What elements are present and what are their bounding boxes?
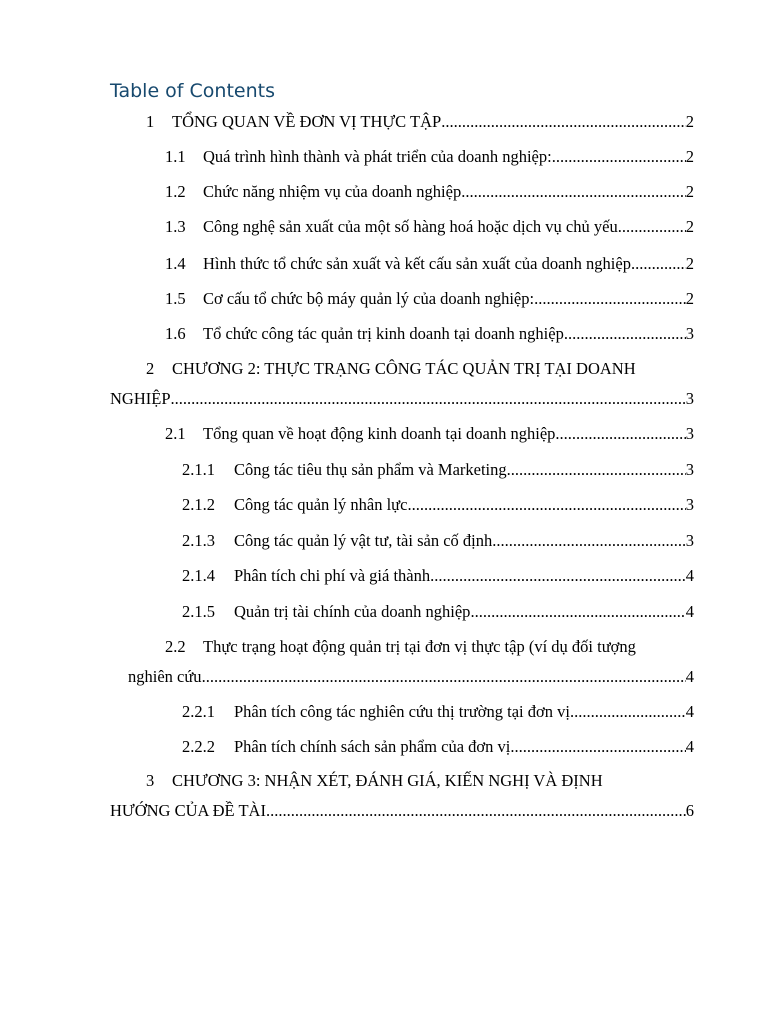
toc-entry-text: Quá trình hình thành và phát triển của doanh nghiệp: (203, 147, 552, 166)
toc-entry-text: TỔNG QUAN VỀ ĐƠN VỊ THỰC TẬP (172, 112, 442, 131)
toc-entry-number: 3 (146, 771, 155, 790)
toc-entry-page: 3 (685, 324, 694, 343)
toc-leader (552, 142, 686, 172)
toc-entry-text-continued: HƯỚNG CỦA ĐỀ TÀI (110, 801, 266, 820)
toc-leader (564, 319, 686, 349)
toc-entry-page: 2 (685, 254, 694, 273)
toc-entry-page: 2 (685, 182, 694, 201)
toc-entry-number: 2.1.5 (182, 602, 215, 621)
toc-entry-1-6[interactable] (165, 319, 694, 349)
toc-entry-number: 2.2.2 (182, 737, 215, 756)
toc-entry-number: 1.4 (165, 254, 186, 273)
toc-entry-number: 1.5 (165, 289, 186, 308)
toc-entry-text: Chức năng nhiệm vụ của doanh nghiệp (203, 182, 462, 201)
toc-entry-number: 1.6 (165, 324, 186, 343)
toc-entry-text: Cơ cấu tổ chức bộ máy quản lý của doanh nghiệp: (203, 289, 535, 308)
toc-entry-page: 4 (685, 702, 694, 721)
toc-entry-text: CHƯƠNG 2: THỰC TRẠNG CÔNG TÁC QUẢN TRỊ TẠI DOANH (172, 359, 636, 378)
toc-entry-number: 2 (146, 359, 155, 378)
toc-leader (171, 384, 686, 414)
toc-entry-2-1-3[interactable] (182, 526, 694, 556)
toc-entry-text-continued: NGHIỆP (110, 389, 171, 408)
toc-entry-1-1[interactable] (165, 142, 694, 172)
toc-entry-page: 2 (685, 112, 694, 131)
toc-entry-page: 2 (685, 147, 694, 166)
toc-leader (202, 662, 686, 692)
toc-entry-text: Phân tích chính sách sản phẩm của đơn vị (234, 737, 511, 756)
toc-entry-number: 2.1.4 (182, 566, 215, 585)
toc-entry-2-2[interactable] (128, 632, 694, 692)
toc-leader (492, 526, 686, 556)
toc-entry-text: CHƯƠNG 3: NHẬN XÉT, ĐÁNH GIÁ, KIẾN NGHỊ VÀ ĐỊNH (172, 771, 603, 790)
toc-leader (618, 212, 686, 242)
toc-entry-page: 3 (685, 389, 694, 408)
toc-entry-page: 4 (685, 602, 694, 621)
toc-leader (507, 455, 686, 485)
toc-leader (510, 732, 685, 762)
toc-entry-page: 6 (685, 801, 694, 820)
toc-entry-number: 2.1.1 (182, 460, 215, 479)
toc-entry-2-1-2[interactable] (182, 490, 694, 520)
toc-leader (555, 419, 685, 449)
toc-entry-number: 1 (146, 112, 155, 131)
toc-entry-text: Công nghệ sản xuất của một số hàng hoá hoặc dịch vụ chủ yếu (203, 217, 618, 236)
toc-entry-text: Thực trạng hoạt động quản trị tại đơn vị thực tập (ví dụ đối tượng (203, 637, 636, 656)
toc-entry-2-1[interactable] (165, 419, 694, 449)
toc-leader (430, 561, 686, 591)
toc-leader (441, 107, 686, 137)
toc-entry-page: 3 (685, 460, 694, 479)
toc-leader (470, 597, 685, 627)
toc-entry-text: Công tác tiêu thụ sản phẩm và Marketing (234, 460, 507, 479)
toc-entry-number: 2.1 (165, 424, 186, 443)
toc-entry-2-1-4[interactable] (182, 561, 694, 591)
toc-entry-text: Công tác quản lý nhân lực (234, 495, 408, 514)
toc-leader (570, 697, 686, 727)
toc-entry-number: 2.2.1 (182, 702, 215, 721)
toc-entry-number: 2.2 (165, 637, 186, 656)
toc-entry-page: 3 (685, 495, 694, 514)
toc-title: Table of Contents (110, 80, 275, 102)
toc-entry-page: 2 (685, 289, 694, 308)
toc-entry-2-2-1[interactable] (182, 697, 694, 727)
toc-entry-1[interactable] (146, 107, 694, 137)
toc-entry-page: 4 (685, 667, 694, 686)
toc-entry-number: 1.1 (165, 147, 186, 166)
toc-entry-1-4[interactable] (165, 249, 694, 279)
toc-entry-3[interactable] (110, 766, 694, 826)
toc-entry-text: Tổng quan về hoạt động kinh doanh tại doanh nghiệp (203, 424, 556, 443)
toc-entry-number: 1.2 (165, 182, 186, 201)
toc-entry-page: 4 (685, 737, 694, 756)
toc-leader (631, 249, 686, 279)
toc-leader (461, 177, 686, 207)
toc-entry-number: 2.1.2 (182, 495, 215, 514)
toc-entry-page: 2 (685, 217, 694, 236)
toc-entry-2[interactable] (110, 354, 694, 414)
toc-entry-page: 4 (685, 566, 694, 585)
toc-entry-2-1-5[interactable] (182, 597, 694, 627)
toc-leader (407, 490, 685, 520)
toc-entry-1-2[interactable] (165, 177, 694, 207)
toc-entry-text: Công tác quản lý vật tư, tài sản cố định (234, 531, 493, 550)
toc-entry-page: 3 (685, 424, 694, 443)
toc-entry-text: Phân tích công tác nghiên cứu thị trường tại đơn vị (234, 702, 570, 721)
toc-entry-text: Quản trị tài chính của doanh nghiệp (234, 602, 471, 621)
toc-leader (266, 796, 686, 826)
toc-entry-2-1-1[interactable] (182, 455, 694, 485)
toc-entry-number: 2.1.3 (182, 531, 215, 550)
toc-entry-text-continued: nghiên cứu (128, 667, 202, 686)
toc-entry-page: 3 (685, 531, 694, 550)
toc-entry-1-5[interactable] (165, 284, 694, 314)
toc-entry-number: 1.3 (165, 217, 186, 236)
toc-entry-text: Phân tích chi phí và giá thành (234, 566, 431, 585)
toc-entry-2-2-2[interactable] (182, 732, 694, 762)
toc-entry-1-3[interactable] (165, 212, 694, 242)
toc-leader (534, 284, 686, 314)
toc-entry-text: Hình thức tổ chức sản xuất và kết cấu sản xuất của doanh nghiệp (203, 254, 631, 273)
toc-entry-text: Tổ chức công tác quản trị kinh doanh tại doanh nghiệp (203, 324, 564, 343)
